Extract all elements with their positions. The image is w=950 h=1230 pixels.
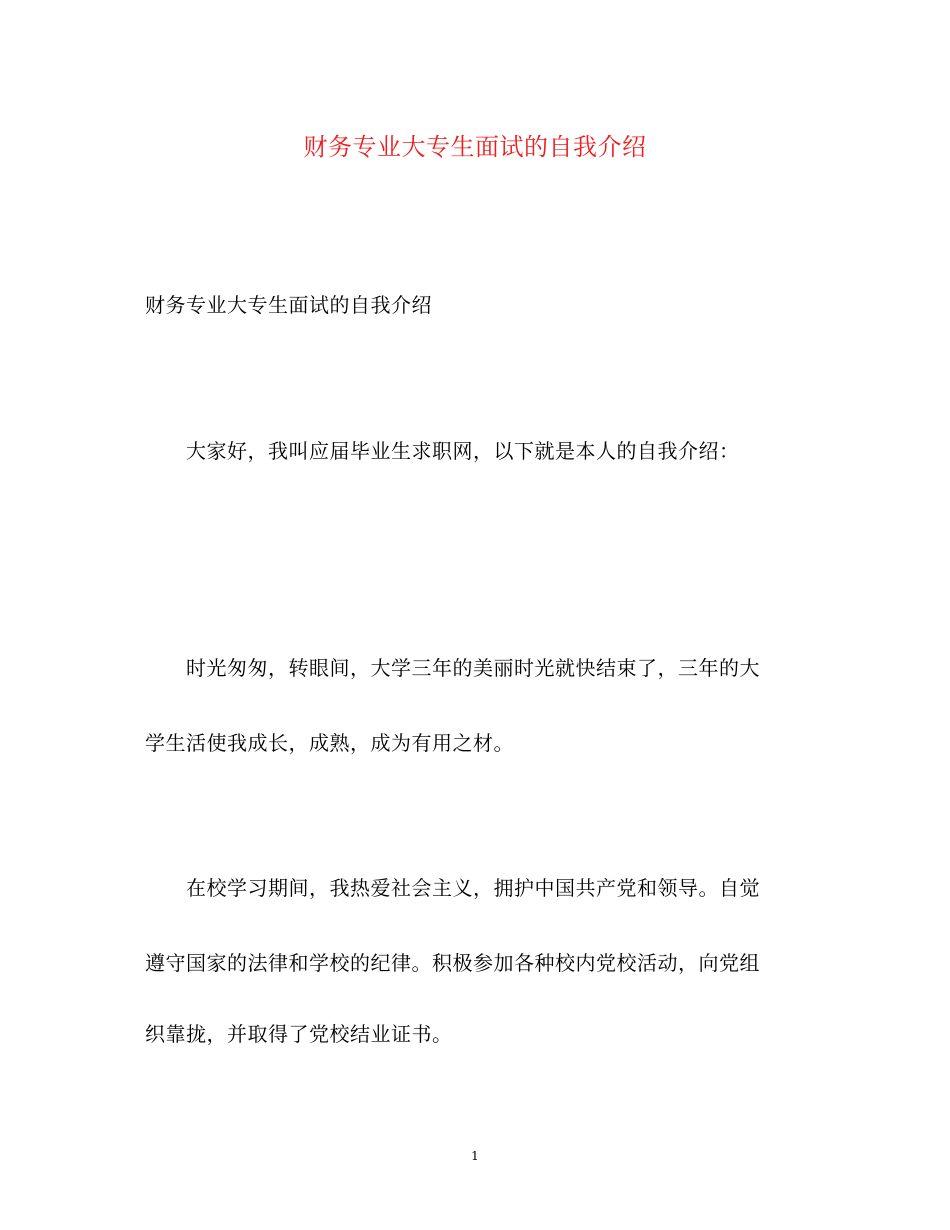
paragraph-3-line-3: 织靠拢，并取得了党校结业证书。	[145, 1022, 453, 1046]
paragraph-2-line-1: 时光匆匆，转眼间，大学三年的美丽时光就快结束了，三年的大	[186, 656, 760, 680]
paragraph-3-line-2: 遵守国家的法律和学校的纪律。积极参加各种校内党校活动，向党组	[145, 951, 760, 975]
paragraph-2-line-2: 学生活使我成长，成熟，成为有用之材。	[145, 731, 514, 755]
document-subtitle: 财务专业大专生面试的自我介绍	[145, 293, 432, 317]
document-title: 财务专业大专生面试的自我介绍	[303, 133, 647, 161]
paragraph-1-line-1: 大家好，我叫应届毕业生求职网，以下就是本人的自我介绍：	[186, 439, 740, 463]
page-number: 1	[471, 1149, 479, 1163]
paragraph-3-line-1: 在校学习期间，我热爱社会主义，拥护中国共产党和领导。自觉	[186, 876, 760, 900]
